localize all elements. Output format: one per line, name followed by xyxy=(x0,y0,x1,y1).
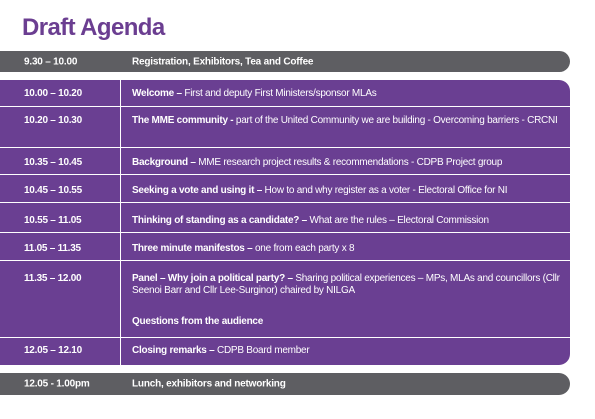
column-divider xyxy=(120,80,121,365)
agenda-item-text: What are the rules – Electoral Commission xyxy=(309,215,489,226)
row-divider xyxy=(0,337,570,338)
agenda-time: 10.00 – 10.20 xyxy=(24,88,82,99)
agenda-time: 11.05 – 11.35 xyxy=(24,243,81,254)
agenda-item-text: one from each party x 8 xyxy=(254,243,355,254)
agenda-item-title: The MME community - xyxy=(132,115,236,126)
row-divider xyxy=(0,174,570,175)
agenda-item-title: Seeking a vote and using it – xyxy=(132,185,265,196)
agenda-item-text: First and deputy First Ministers/sponsor MLAs xyxy=(184,88,377,99)
agenda-description xyxy=(132,316,564,328)
agenda-item-title: Questions from the audience xyxy=(132,316,264,327)
agenda-time: 10.45 – 10.55 xyxy=(24,185,82,196)
agenda-panel xyxy=(0,80,570,365)
agenda-description xyxy=(132,88,564,100)
agenda-item-title: Thinking of standing as a candidate? – xyxy=(132,215,310,226)
agenda-description xyxy=(132,185,564,197)
page-title: Draft Agenda xyxy=(22,14,165,41)
agenda-time: 10.35 – 10.45 xyxy=(24,157,82,168)
agenda-time: 12.05 - 1.00pm xyxy=(24,378,90,390)
agenda-item-title: Welcome – xyxy=(132,88,185,99)
row-divider xyxy=(0,232,570,233)
row-divider xyxy=(0,106,570,107)
agenda-description xyxy=(132,215,564,227)
agenda-description xyxy=(132,273,564,297)
row-divider xyxy=(0,260,570,261)
agenda-item-title: Panel – Why join a political party? – xyxy=(132,273,296,284)
agenda-item-text: How to and why register as a voter - Electoral Office for NI xyxy=(264,185,508,196)
agenda-item-text: CDPB Board member xyxy=(216,345,310,356)
agenda-item-title: Closing remarks – xyxy=(132,345,217,356)
agenda-time: 10.20 – 10.30 xyxy=(24,115,82,126)
agenda-description xyxy=(132,157,564,169)
agenda-row-registration xyxy=(0,51,570,72)
agenda-description xyxy=(132,115,564,127)
agenda-item-text: part of the United Community we are building - Overcoming barriers - CRCNI xyxy=(235,115,558,126)
row-divider xyxy=(0,147,570,148)
agenda-item-text: MME research project results & recommendations - CDPB Project group xyxy=(198,157,503,168)
agenda-item-title: Three minute manifestos – xyxy=(132,243,255,254)
agenda-item-text: Sharing political experiences – MPs, MLAs and councillors (Cllr Seenoi Barr and Cllr Lee-Surginor) chaired by NILGA xyxy=(132,273,560,296)
row-divider xyxy=(0,202,570,203)
agenda-time: 12.05 – 12.10 xyxy=(24,345,82,356)
agenda-time: 11.35 – 12.00 xyxy=(24,273,82,284)
agenda-row-lunch xyxy=(0,373,570,395)
agenda-description: Registration, Exhibitors, Tea and Coffee xyxy=(132,56,314,67)
agenda-item-title: Background – xyxy=(132,157,199,168)
agenda-description xyxy=(132,243,564,255)
agenda-time: 9.30 – 10.00 xyxy=(24,56,78,67)
agenda-description: Lunch, exhibitors and networking xyxy=(132,378,286,390)
agenda-time: 10.55 – 11.05 xyxy=(24,215,82,226)
agenda-description xyxy=(132,345,564,357)
